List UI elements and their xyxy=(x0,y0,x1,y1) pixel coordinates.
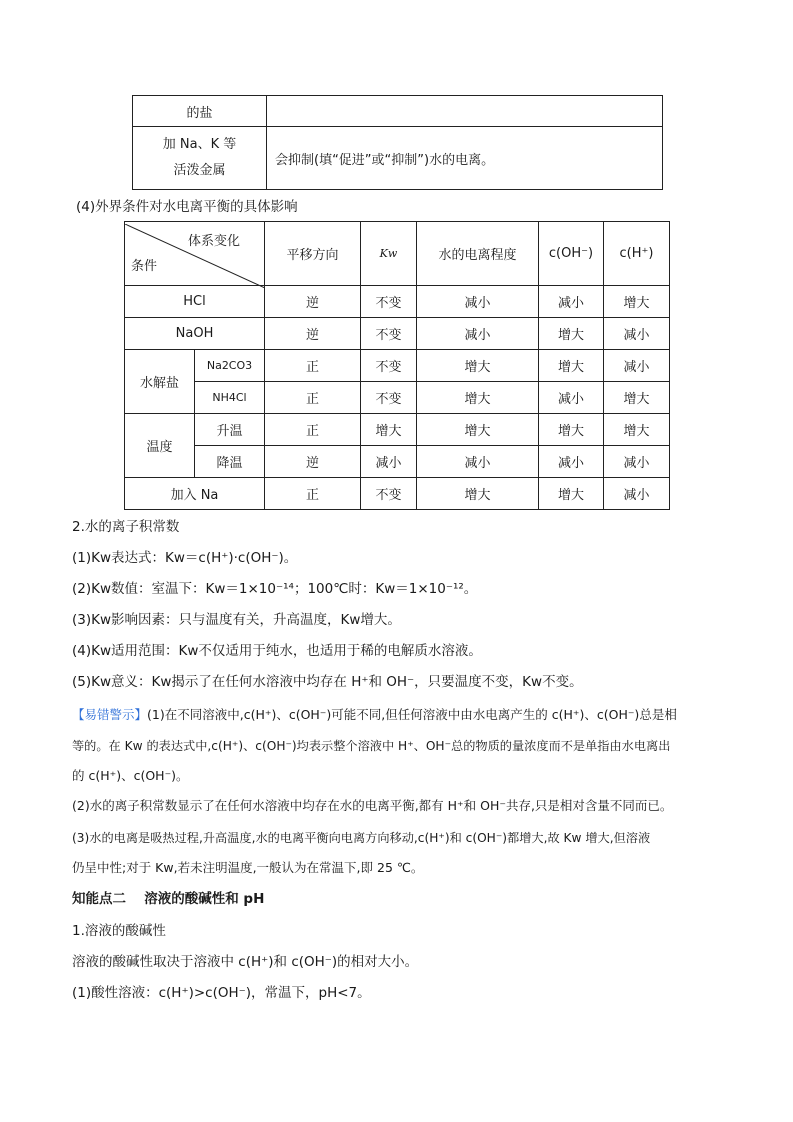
dir-cell: 逆 xyxy=(265,286,361,318)
degree-cell: 增大 xyxy=(417,382,539,414)
corner-cell xyxy=(125,222,265,286)
top-table-row2-label xyxy=(133,127,267,190)
section2-sub1: 1.溶液的酸碱性 xyxy=(72,923,166,939)
sub-cell: 降温 xyxy=(195,446,265,478)
corner-top-label: 体系变化 xyxy=(187,233,240,249)
h-cell: 减小 xyxy=(604,478,670,510)
header-h: c(H⁺) xyxy=(604,222,670,286)
warning-tag: 【易错警示】 xyxy=(72,707,148,722)
kw-cell: 不变 xyxy=(361,478,417,510)
degree-cell: 增大 xyxy=(417,478,539,510)
header-degree: 水的电离程度 xyxy=(417,222,539,286)
oh-cell: 增大 xyxy=(539,478,604,510)
top-table xyxy=(132,95,663,190)
top-table-row2-value: 会抑制(填“促进”或“抑制”)水的电离。 xyxy=(267,127,663,190)
dir-cell: 正 xyxy=(265,478,361,510)
oh-cell: 减小 xyxy=(539,446,604,478)
warning-p1-c: 的 c(H⁺)、c(OH⁻)。 xyxy=(72,768,189,783)
section2-acid: (1)酸性溶液：c(H⁺)>c(OH⁻)，常温下，pH<7。 xyxy=(72,985,371,1001)
cond-cell: HCl xyxy=(125,286,265,318)
degree-cell: 增大 xyxy=(417,350,539,382)
table-row xyxy=(125,350,670,382)
dir-cell: 正 xyxy=(265,350,361,382)
section2-heading: 知能点二 溶液的酸碱性和 pH xyxy=(72,891,265,907)
kw-line-1: (1)Kw表达式：Kw＝c(H⁺)·c(OH⁻)。 xyxy=(72,550,298,566)
dir-cell: 正 xyxy=(265,414,361,446)
oh-cell: 减小 xyxy=(539,382,604,414)
top-table-row1-label: 的盐 xyxy=(133,96,267,127)
header-direction: 平移方向 xyxy=(265,222,361,286)
sub-cell: Na2CO3 xyxy=(195,350,265,382)
effect-table xyxy=(124,221,670,510)
kw-title: 2.水的离子积常数 xyxy=(72,519,180,535)
oh-cell: 增大 xyxy=(539,414,604,446)
h-cell: 减小 xyxy=(604,350,670,382)
h-cell: 减小 xyxy=(604,318,670,350)
section4-title: (4)外界条件对水电离平衡的具体影响 xyxy=(76,199,298,215)
cond-cell: 加入 Na xyxy=(125,478,265,510)
h-cell: 增大 xyxy=(604,414,670,446)
oh-cell: 减小 xyxy=(539,286,604,318)
warning-line-1 xyxy=(72,706,677,724)
oh-cell: 增大 xyxy=(539,350,604,382)
group-cell: 温度 xyxy=(125,414,195,478)
warning-p2: (2)水的离子积常数显示了在任何水溶液中均存在水的电离平衡,都有 H⁺和 OH⁻共存,只是相对含量不同而已。 xyxy=(72,798,673,813)
h-cell: 减小 xyxy=(604,446,670,478)
degree-cell: 减小 xyxy=(417,446,539,478)
row2-label-line-b: 活泼金属 xyxy=(173,163,226,178)
kw-cell: 增大 xyxy=(361,414,417,446)
table-row xyxy=(125,318,670,350)
warning-p1-a: (1)在不同溶液中,c(H⁺)、c(OH⁻)可能不同,但任何溶液中由水电离产生的 c(H⁺)、c(OH⁻)总是相 xyxy=(147,707,677,722)
dir-cell: 正 xyxy=(265,382,361,414)
kw-cell: 不变 xyxy=(361,318,417,350)
dir-cell: 逆 xyxy=(265,446,361,478)
h-cell: 增大 xyxy=(604,382,670,414)
oh-cell: 增大 xyxy=(539,318,604,350)
kw-cell: 不变 xyxy=(361,350,417,382)
table-row xyxy=(125,478,670,510)
degree-cell: 减小 xyxy=(417,318,539,350)
kw-line-4: (4)Kw适用范围：Kw不仅适用于纯水，也适用于稀的电解质水溶液。 xyxy=(72,643,482,659)
sub-cell: NH4Cl xyxy=(195,382,265,414)
table-row xyxy=(125,382,670,414)
sub-cell: 升温 xyxy=(195,414,265,446)
h-cell: 增大 xyxy=(604,286,670,318)
warning-p3-a: (3)水的电离是吸热过程,升高温度,水的电离平衡向电离方向移动,c(H⁺)和 c(OH⁻)都增大,故 Kw 增大,但溶液 xyxy=(72,831,651,845)
table-row xyxy=(125,414,670,446)
kw-cell: 不变 xyxy=(361,286,417,318)
group-cell: 水解盐 xyxy=(125,350,195,414)
kw-line-3: (3)Kw影响因素：只与温度有关，升高温度，Kw增大。 xyxy=(72,612,401,628)
table-row xyxy=(125,286,670,318)
kw-line-5: (5)Kw意义：Kw揭示了在任何水溶液中均存在 H⁺和 OH⁻，只要温度不变，Kw不变。 xyxy=(72,674,583,690)
kw-line-2: (2)Kw数值：室温下：Kw＝1×10⁻¹⁴；100℃时：Kw＝1×10⁻¹²。 xyxy=(72,581,478,597)
kw-cell: 不变 xyxy=(361,382,417,414)
warning-p3-b: 仍呈中性;对于 Kw,若未注明温度,一般认为在常温下,即 25 ℃。 xyxy=(72,860,424,875)
top-table-row1-value xyxy=(267,96,663,127)
section2-desc: 溶液的酸碱性取决于溶液中 c(H⁺)和 c(OH⁻)的相对大小。 xyxy=(72,954,419,970)
header-oh: c(OH⁻) xyxy=(539,222,604,286)
corner-bottom-label: 条件 xyxy=(131,258,158,274)
table-row xyxy=(125,446,670,478)
dir-cell: 逆 xyxy=(265,318,361,350)
degree-cell: 减小 xyxy=(417,286,539,318)
kw-cell: 减小 xyxy=(361,446,417,478)
degree-cell: 增大 xyxy=(417,414,539,446)
header-kw: Kw xyxy=(361,222,417,286)
row2-label-line-a: 加 Na、K 等 xyxy=(162,137,237,152)
cond-cell: NaOH xyxy=(125,318,265,350)
warning-p1-b: 等的。在 Kw 的表达式中,c(H⁺)、c(OH⁻)均表示整个溶液中 H⁺、OH⁻总的物质的量浓度而不是单指由水电离出 xyxy=(72,739,671,753)
